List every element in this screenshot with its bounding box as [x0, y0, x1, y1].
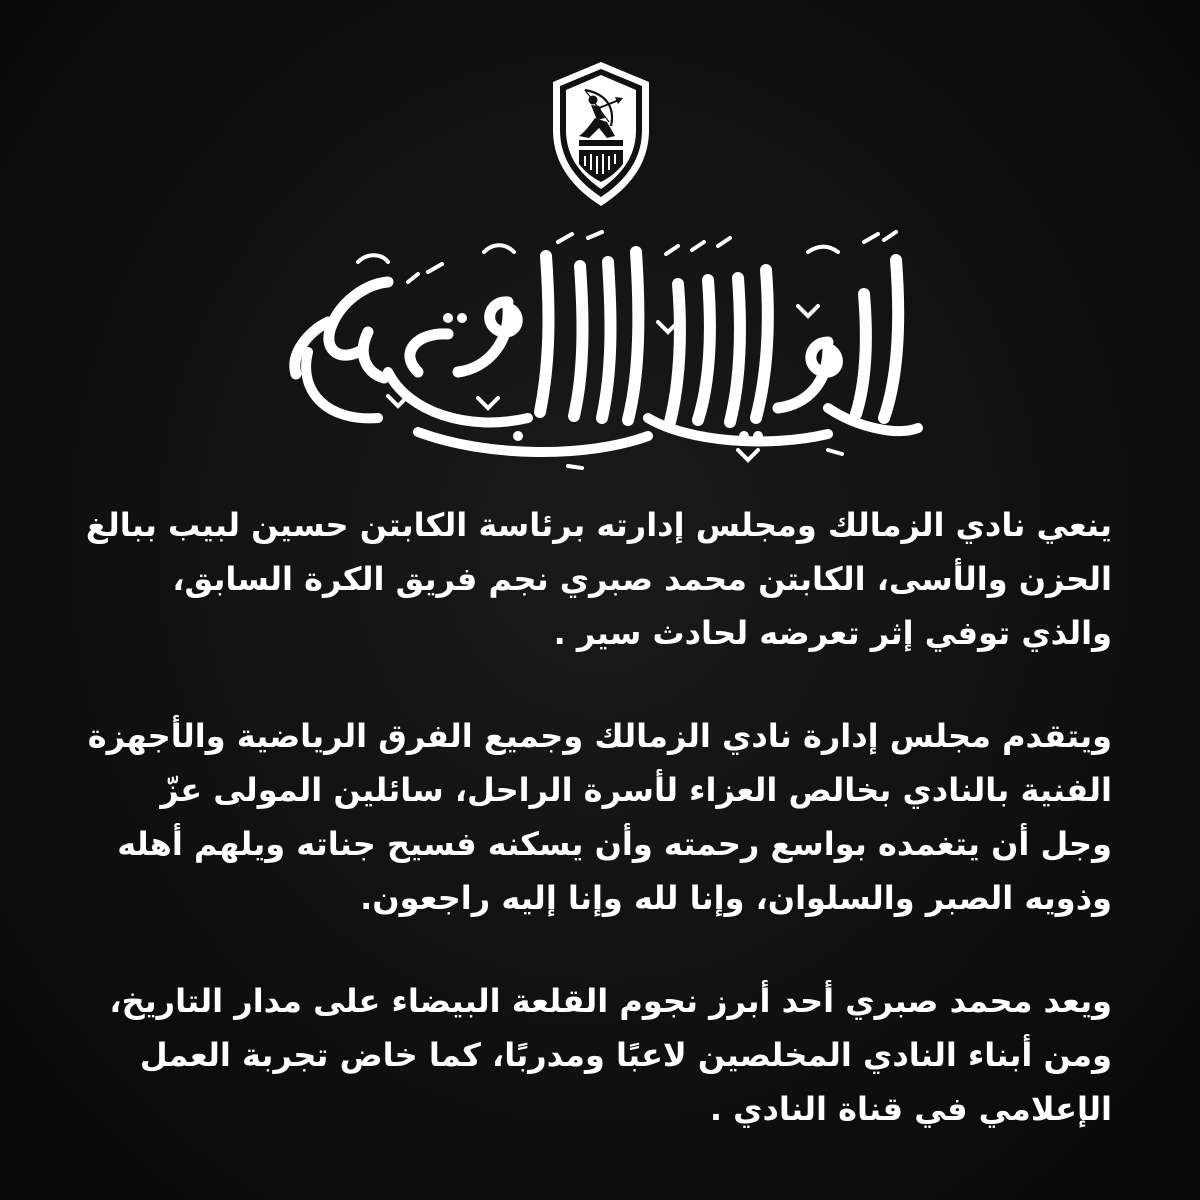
condolence-message — [82, 498, 1112, 1185]
paragraph-announcement: ينعي نادي الزمالك ومجلس إدارته برئاسة الكابتن حسين لبيب ببالغ الحزن والأسى، الكابتن محمد صبري نجم فريق الكرة السابق، والذي توفي إثر تعرضه لحادث سير . — [85, 506, 1112, 652]
paragraph-condolences: ويتقدم مجلس إدارة نادي الزمالك وجميع الفرق الرياضية والأجهزة الفنية بالنادي بخالص العزاء لأسرة الراحل، سائلين المولى عزّ وجل أن يتغمده بواسع رحمته وأن يسكنه فسيح جناته ويلهم أهله وذويه الصبر والسلوان، وإنا لله وإنا إليه راجعون. — [87, 717, 1112, 917]
zamalek-club-crest-icon — [549, 60, 653, 208]
paragraph-career: ويعد محمد صبري أحد أبرز نجوم القلعة البيضاء على مدار التاريخ، ومن أبناء النادي المخلصين لاعبًا ومدربًا، كما خاض تجربة العمل الإعلامي في قناة النادي . — [109, 982, 1112, 1128]
calligraphy-inna-lillah — [268, 222, 932, 476]
